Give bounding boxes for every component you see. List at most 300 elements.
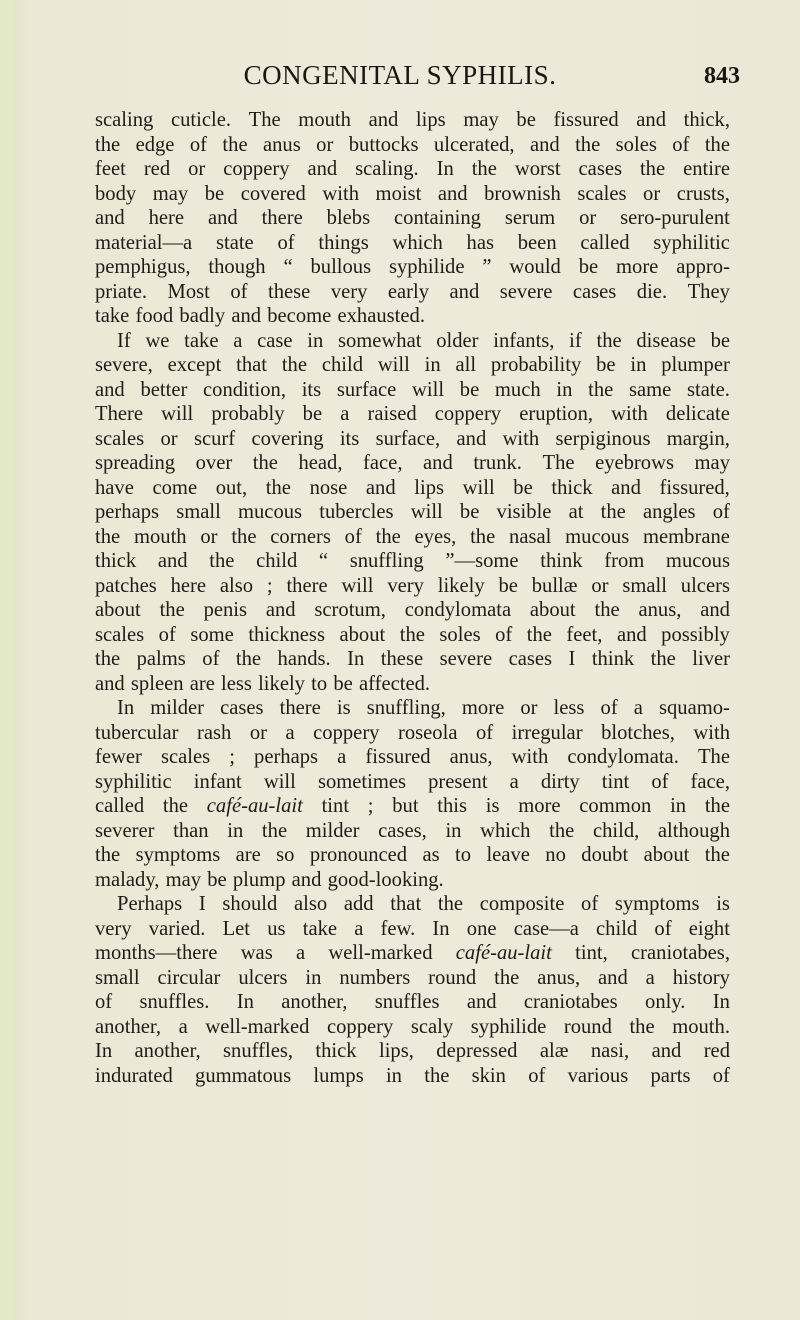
- word: moist: [375, 182, 422, 205]
- word: rash: [197, 721, 232, 744]
- word: severe: [439, 648, 493, 670]
- word: a: [340, 403, 350, 425]
- word: about: [643, 844, 690, 866]
- word: of: [230, 280, 248, 303]
- word: alæ: [539, 1040, 569, 1062]
- word: very: [387, 574, 424, 597]
- word: serpiginous: [555, 427, 651, 450]
- word: from: [604, 550, 645, 572]
- word: in: [305, 966, 322, 989]
- word: be: [710, 329, 730, 352]
- word: small: [95, 966, 140, 989]
- text-line: [95, 868, 730, 893]
- word: the: [704, 844, 730, 866]
- word: and: [368, 109, 399, 131]
- word: worst: [514, 158, 561, 180]
- word: small: [622, 574, 667, 597]
- word: symptoms: [614, 893, 700, 915]
- word: child: [321, 354, 363, 376]
- word: the: [588, 378, 614, 401]
- body-text: [95, 108, 730, 1088]
- word: be: [459, 378, 480, 401]
- word: numbers: [339, 966, 411, 989]
- word: and: [611, 476, 641, 499]
- word: head,: [298, 452, 343, 474]
- word: few.: [380, 917, 416, 940]
- word: snuffling,: [366, 697, 446, 719]
- word: gummatous: [195, 1064, 292, 1087]
- word: In: [712, 991, 730, 1013]
- word: likely: [258, 672, 305, 695]
- word: composite: [479, 893, 565, 915]
- word: except: [167, 354, 222, 376]
- word: the: [424, 1064, 450, 1087]
- word: raised: [367, 403, 417, 425]
- word: round: [428, 966, 477, 989]
- word: membrane: [643, 525, 730, 548]
- word: will: [410, 501, 443, 523]
- word: and: [95, 207, 125, 229]
- word: hands.: [277, 648, 331, 670]
- word: the: [437, 893, 464, 915]
- word: feet: [95, 158, 126, 180]
- text-line: [95, 794, 730, 819]
- word: mouth: [133, 525, 187, 548]
- word: entire: [683, 158, 730, 180]
- word: the: [252, 452, 278, 474]
- word: so: [276, 844, 295, 866]
- page-edge-discoloration: [0, 0, 14, 1320]
- word: round: [563, 1015, 612, 1038]
- word: priate.: [95, 280, 148, 303]
- text-line: [95, 966, 730, 991]
- word: should: [222, 893, 278, 915]
- word: snuffles: [374, 991, 440, 1013]
- word: with: [693, 721, 730, 744]
- word: are: [189, 672, 215, 695]
- word: the: [704, 795, 730, 817]
- word: the: [526, 623, 552, 646]
- word: there: [279, 697, 321, 719]
- text-line: [95, 280, 730, 305]
- word: blotches,: [601, 721, 675, 744]
- word: lumps: [313, 1064, 364, 1087]
- word: depressed: [436, 1040, 518, 1062]
- word: face,: [363, 452, 403, 474]
- word: craniotabes,: [631, 942, 730, 964]
- text-line: [95, 1015, 730, 1040]
- word: small: [176, 501, 221, 523]
- word: and: [95, 378, 125, 401]
- word: also: [219, 574, 254, 597]
- word: snuffles.: [139, 991, 210, 1013]
- word: the: [281, 354, 307, 376]
- word: perhaps: [95, 501, 160, 523]
- word: think: [540, 550, 583, 572]
- word: much: [494, 378, 541, 401]
- word: be: [516, 109, 536, 131]
- word: called: [580, 231, 630, 254]
- word: syphilitic: [95, 770, 172, 793]
- word: ulcerated,: [433, 133, 515, 156]
- word: the: [95, 133, 121, 156]
- word: sometimes: [317, 770, 407, 793]
- word: would: [509, 256, 561, 278]
- word: less: [221, 672, 252, 695]
- text-line: [95, 329, 730, 354]
- running-head: CONGENITAL SYPHILIS.: [243, 60, 557, 90]
- word: spleen: [130, 672, 184, 695]
- word: eyes,: [414, 525, 457, 548]
- italic-word: café-au-lait: [455, 942, 552, 964]
- word: ;: [367, 795, 374, 817]
- word: of: [654, 917, 672, 940]
- word: feet,: [566, 623, 603, 646]
- word: badly: [179, 305, 226, 327]
- word: coppery: [313, 721, 380, 744]
- word: surface,: [375, 427, 441, 450]
- word: buttocks: [348, 133, 419, 156]
- word: us: [267, 917, 286, 940]
- word: covering: [251, 427, 324, 450]
- word: plump: [232, 868, 286, 891]
- word: lips: [414, 476, 445, 499]
- word: If: [117, 329, 131, 352]
- word: doubt: [581, 844, 629, 866]
- word: the: [704, 133, 730, 156]
- word: condylomata: [404, 599, 512, 621]
- word: common: [579, 795, 652, 817]
- word: been: [517, 231, 557, 254]
- word: crusts,: [676, 182, 730, 205]
- word: another,: [95, 1015, 162, 1038]
- word: thickness: [248, 623, 325, 646]
- word: may: [165, 868, 202, 891]
- word: In: [436, 158, 454, 180]
- word: soles: [439, 623, 481, 646]
- word: and: [437, 182, 468, 205]
- word: delicate: [665, 403, 730, 425]
- word: we: [145, 329, 170, 352]
- word: fewer: [95, 746, 142, 768]
- word: that: [236, 354, 268, 376]
- word: more: [461, 697, 505, 719]
- word: and: [598, 966, 628, 989]
- word: exhausted.: [337, 305, 425, 327]
- text-line: [95, 672, 730, 697]
- word: I: [198, 893, 206, 915]
- word: same: [628, 378, 672, 401]
- word: brownish: [484, 182, 561, 205]
- word: surface: [336, 378, 397, 401]
- word: a: [645, 966, 655, 989]
- word: of: [202, 648, 220, 670]
- word: a: [178, 1015, 188, 1038]
- word: “: [283, 256, 293, 278]
- word: covered: [240, 182, 306, 205]
- word: circular: [157, 966, 221, 989]
- word: spreading: [95, 452, 176, 474]
- word: though: [208, 256, 266, 278]
- page-number: 843: [704, 63, 740, 89]
- text-line: [95, 378, 730, 403]
- word: syphilide: [388, 256, 465, 278]
- word: the: [399, 623, 425, 646]
- word: In: [347, 648, 365, 670]
- word: is: [485, 795, 500, 817]
- word: probably: [211, 403, 285, 425]
- word: infant: [193, 770, 242, 793]
- word: be: [459, 501, 480, 523]
- word: of: [344, 525, 362, 548]
- word: and: [616, 623, 647, 646]
- word: be: [596, 354, 616, 376]
- word: its: [301, 378, 322, 401]
- word: ;: [229, 746, 235, 768]
- word: corners: [270, 525, 331, 548]
- text-line: [95, 770, 730, 795]
- text-line: [95, 157, 730, 182]
- word: squamo-: [658, 697, 730, 719]
- text-line: [95, 108, 730, 133]
- word: will: [412, 378, 445, 401]
- word: these: [380, 648, 424, 670]
- word: very: [330, 280, 368, 303]
- word: body: [95, 182, 137, 205]
- word: are: [235, 844, 261, 866]
- word: about: [529, 599, 576, 621]
- word: less: [553, 697, 585, 719]
- word: bullæ: [531, 574, 578, 597]
- word: thick: [315, 1040, 357, 1062]
- word: state: [215, 231, 254, 254]
- word: material—a: [95, 231, 193, 254]
- word: die.: [636, 280, 668, 303]
- text-line: [95, 990, 730, 1015]
- word: will: [263, 770, 296, 793]
- word: and: [456, 427, 487, 450]
- text-line: [95, 819, 730, 844]
- text-line: [95, 549, 730, 574]
- word: “: [318, 550, 329, 572]
- word: cases,: [378, 819, 427, 842]
- word: and: [307, 158, 338, 180]
- word: snuffles,: [223, 1040, 293, 1062]
- text-line: [95, 598, 730, 623]
- word: things: [318, 231, 369, 254]
- word: the: [222, 133, 248, 156]
- word: anus,: [449, 746, 493, 768]
- word: in: [307, 329, 324, 352]
- word: thick,: [683, 109, 730, 131]
- word: very: [95, 917, 132, 940]
- word: that: [390, 893, 422, 915]
- word: thick: [95, 550, 137, 572]
- word: and: [157, 550, 188, 572]
- word: which: [392, 231, 443, 254]
- word: symptoms: [135, 844, 221, 866]
- word: and: [265, 599, 296, 621]
- word: anus,: [638, 599, 682, 621]
- word: all: [455, 354, 477, 376]
- word: and: [449, 280, 480, 303]
- word: the: [162, 795, 189, 817]
- word: history: [672, 966, 730, 989]
- word: soles: [615, 133, 657, 156]
- word: will: [161, 403, 194, 425]
- word: the: [470, 525, 496, 548]
- word: older: [436, 329, 479, 352]
- word: dirty: [540, 770, 580, 793]
- text-line: [95, 696, 730, 721]
- word: eruption,: [519, 403, 594, 425]
- word: months—there: [95, 942, 218, 964]
- word: and: [529, 133, 560, 156]
- word: take: [184, 329, 219, 352]
- word: some: [190, 623, 234, 646]
- word: present: [428, 770, 488, 793]
- text-line: [95, 304, 730, 329]
- word: and: [95, 672, 125, 695]
- word: severer: [95, 819, 155, 842]
- word: may: [694, 452, 730, 474]
- word: in: [227, 819, 244, 842]
- word: here: [148, 207, 185, 229]
- word: about: [339, 623, 386, 646]
- word: sero-purulent: [620, 207, 730, 229]
- word: or: [591, 574, 609, 597]
- word: may: [152, 182, 189, 205]
- word: the: [209, 550, 235, 572]
- word: severe,: [95, 354, 153, 376]
- word: food: [135, 305, 174, 327]
- word: parts: [650, 1064, 691, 1087]
- word: out,: [215, 476, 248, 499]
- word: state.: [687, 378, 730, 401]
- word: condition,: [203, 378, 286, 401]
- word: of: [712, 501, 730, 523]
- text-line: [95, 206, 730, 231]
- text-line: [95, 255, 730, 280]
- word: there: [286, 574, 328, 597]
- word: or: [249, 721, 267, 744]
- word: eight: [688, 917, 730, 940]
- word: appro-: [676, 256, 730, 278]
- word: ;: [266, 574, 273, 597]
- word: scaling: [95, 109, 154, 131]
- word: edge: [135, 133, 175, 156]
- word: anus: [263, 133, 301, 156]
- word: in: [445, 819, 462, 842]
- word: lips,: [378, 1040, 414, 1062]
- text-line: [95, 231, 730, 256]
- word: mucous: [237, 501, 303, 523]
- word: in: [630, 354, 647, 376]
- word: the: [231, 525, 257, 548]
- word: and: [700, 599, 730, 621]
- word: tubercular: [95, 721, 179, 744]
- word: the: [575, 133, 601, 156]
- word: cases: [220, 697, 264, 719]
- word: better: [140, 378, 188, 401]
- word: fissured: [365, 746, 431, 768]
- word: severe: [499, 280, 553, 303]
- word: of: [528, 1064, 546, 1087]
- word: to: [455, 844, 472, 866]
- word: coppery: [326, 1015, 394, 1038]
- word: child: [256, 550, 298, 572]
- word: well-marked: [205, 1015, 310, 1038]
- word: about: [95, 599, 141, 621]
- word: penis: [203, 599, 248, 621]
- word: nasi,: [590, 1040, 630, 1062]
- word: than: [173, 819, 209, 842]
- word: and: [365, 476, 396, 499]
- word: which: [480, 819, 531, 842]
- word: or: [579, 207, 597, 229]
- text-line: [95, 647, 730, 672]
- word: pronounced: [309, 844, 408, 866]
- word: indurated: [95, 1064, 173, 1087]
- word: of: [189, 133, 208, 156]
- word: take: [302, 917, 338, 940]
- word: trunk.: [473, 452, 522, 474]
- word: become: [267, 305, 332, 327]
- word: fissured: [553, 109, 619, 131]
- word: lips: [415, 109, 446, 131]
- word: scales: [95, 427, 145, 450]
- word: ulcers: [238, 966, 288, 989]
- word: scales: [95, 623, 145, 646]
- word: angles: [642, 501, 696, 523]
- word: good-looking.: [327, 868, 444, 891]
- word: tint: [321, 795, 350, 817]
- word: in: [385, 1064, 402, 1087]
- word: of: [475, 721, 494, 744]
- word: case: [257, 329, 293, 352]
- word: cases: [572, 280, 617, 303]
- word: infants,: [493, 329, 555, 352]
- text-line: [95, 133, 730, 158]
- word: Most: [167, 280, 210, 303]
- word: have: [95, 476, 134, 499]
- word: scales: [160, 746, 211, 768]
- word: as: [422, 844, 440, 866]
- text-line: [95, 721, 730, 746]
- word: its: [339, 427, 360, 450]
- word: of: [712, 1064, 730, 1087]
- word: The: [697, 746, 730, 768]
- word: if: [569, 329, 582, 352]
- text-line: [95, 476, 730, 501]
- word: with: [502, 427, 540, 450]
- word: add: [343, 893, 374, 915]
- word: Perhaps: [117, 893, 183, 915]
- word: nose: [309, 476, 348, 499]
- word: tint: [601, 770, 630, 793]
- word: be: [498, 574, 518, 597]
- word: pemphigus,: [95, 256, 191, 278]
- word: a: [285, 721, 295, 744]
- word: fissured,: [659, 476, 730, 499]
- word: no: [545, 844, 566, 866]
- word: visible: [496, 501, 552, 523]
- word: of: [651, 770, 669, 793]
- word: or: [316, 133, 334, 156]
- word: the: [95, 648, 121, 670]
- word: scrotum,: [314, 599, 386, 621]
- word: at: [568, 501, 584, 523]
